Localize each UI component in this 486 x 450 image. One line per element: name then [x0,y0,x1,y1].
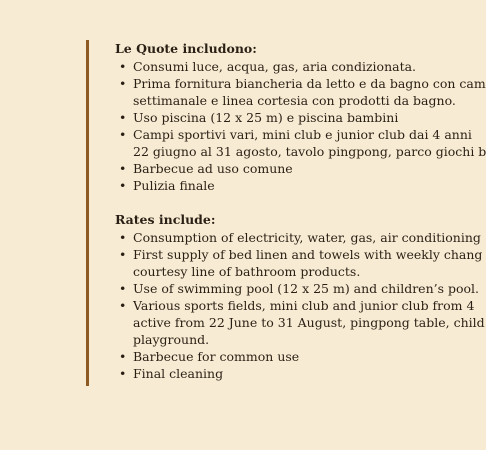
list-item: • First supply of bed linen and towels with weekly chang courtesy line of bathroom products. [115,246,450,280]
english-section-title: Rates include: [115,212,216,227]
list-item: • Use of swimming pool (12 x 25 m) and children’s pool. [115,280,450,297]
italian-section-title: Le Quote includono: [115,41,257,56]
list-item: • Final cleaning [115,365,450,382]
list-item: • Pulizia finale [115,177,450,194]
italian-list [115,58,486,194]
english-list [115,229,485,382]
list-item: • Consumption of electricity, water, gas, air conditioning [115,229,450,246]
list-item: • Various sports fields, mini club and junior club from 4 active from 22 June to 31 August, pingpong table, child playground. [115,297,450,348]
section-spacer [115,194,450,211]
list-item: • Uso piscina (12 x 25 m) e piscina bambini [115,109,450,126]
list-item: • Barbecue for common use [115,348,450,365]
rates-content [86,40,486,386]
list-item: • Barbecue ad uso comune [115,160,450,177]
list-item: • Consumi luce, acqua, gas, aria condizionata. [115,58,450,75]
list-item: • Prima fornitura biancheria da letto e da bagno con cam settimanale e linea cortesia con prodotti da bagno. [115,75,450,109]
list-item: • Campi sportivi vari, mini club e junior club dai 4 anni 22 giugno al 31 agosto, tavolo pingpong, parco giochi b [115,126,450,160]
